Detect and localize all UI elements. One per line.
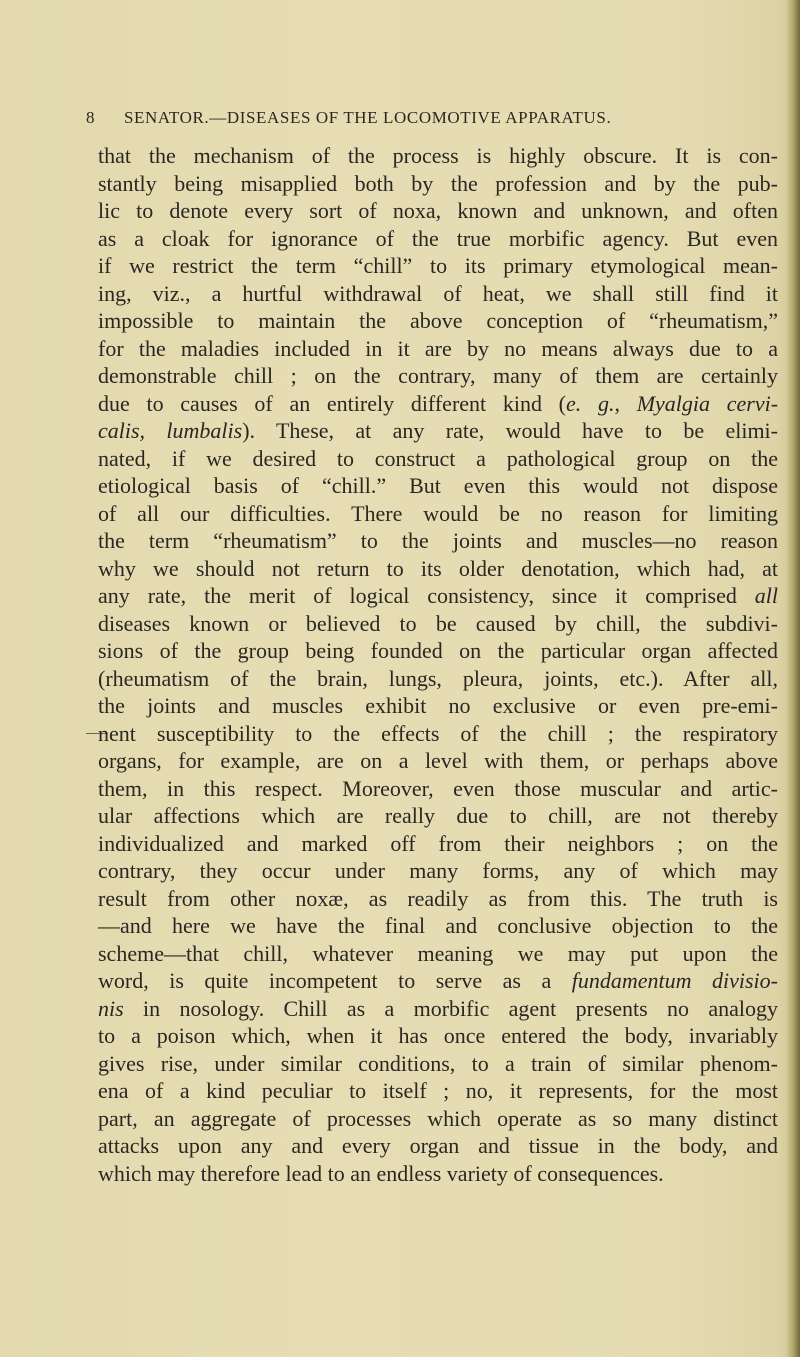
text-line: sions of the group being founded on the particular organ affected	[98, 638, 778, 663]
text-line: nated, if we desired to construct a pathological group on the	[98, 445, 778, 471]
text-line: if we restrict the term “chill” to its primary etymological mean-	[98, 253, 778, 278]
body-paragraph	[98, 142, 778, 1187]
text-line: scheme—that chill, whatever meaning we may put upon the	[98, 940, 778, 966]
text-line: result from other noxæ, as readily as from this. The truth is	[98, 885, 778, 911]
text-line: (rheumatism of the brain, lungs, pleura, joints, etc.). After all,	[98, 665, 778, 691]
text-line: the term “rheumatism” to the joints and muscles—no reason	[98, 528, 778, 553]
text-line: nis in nosology. Chill as a morbific agent presents no analogy	[98, 995, 778, 1021]
running-head	[86, 108, 776, 128]
text-line: for the maladies included in it are by no means always due to a	[98, 335, 778, 361]
text-line: diseases known or believed to be caused by chill, the subdivi-	[98, 610, 778, 636]
text-segment: ,	[614, 390, 637, 416]
text-line	[98, 390, 778, 418]
italic-fundamentum: fundamentum divisio-	[571, 968, 778, 993]
text-line: any rate, the merit of logical consistency, since it comprised all	[98, 583, 778, 608]
text-line: demonstrable chill ; on the contrary, many of them are certainly	[98, 363, 778, 388]
text-line: lic to denote every sort of noxa, known and unknown, and often	[98, 198, 778, 223]
running-title: SENATOR.—DISEASES OF THE LOCOMOTIVE APPARATUS.	[124, 108, 612, 127]
text-line: the joints and muscles exhibit no exclusive or even pre-emi-	[98, 693, 778, 718]
text-line: why we should not return to its older denotation, which had, at	[98, 555, 778, 581]
text-line: part, an aggregate of processes which operate as so many distinct	[98, 1105, 778, 1131]
text-line: —and here we have the final and conclusive objection to the	[98, 913, 778, 938]
text-line: which may therefore lead to an endless variety of consequences.	[98, 1160, 664, 1186]
page-number: 8	[86, 108, 96, 127]
italic-myalgia: Myalgia cervi-	[636, 390, 779, 416]
italic-eg: e. g.	[566, 390, 615, 416]
text-line: attacks upon any and every organ and tissue in the body, and	[98, 1133, 778, 1158]
text-line: ular affections which are really due to chill, are not thereby	[98, 803, 778, 828]
text-line: impossible to maintain the above conception of “rheumatism,”	[98, 308, 778, 333]
text-line: gives rise, under similar conditions, to a train of similar phenom-	[98, 1050, 778, 1076]
text-line: ena of a kind peculiar to itself ; no, it represents, for the most	[98, 1078, 778, 1103]
text-line: as a cloak for ignorance of the true morbific agency. But even	[98, 225, 778, 251]
text-line: contrary, they occur under many forms, any of which may	[98, 858, 778, 883]
text-line: organs, for example, are on a level with them, or perhaps above	[98, 748, 778, 773]
page-spine-shadow	[786, 0, 800, 1357]
text-segment: due to causes of an entirely different kind (	[98, 390, 566, 416]
text-line	[98, 967, 778, 995]
text-line: ing, viz., a hurtful withdrawal of heat, we shall still find it	[98, 280, 778, 306]
text-line: of all our difficulties. There would be no reason for limiting	[98, 500, 778, 526]
text-line: etiological basis of “chill.” But even this would not dispose	[98, 473, 778, 498]
text-line: to a poison which, when it has once entered the body, invariably	[98, 1023, 778, 1048]
text-line: that the mechanism of the process is highly obscure. It is con-	[98, 143, 778, 168]
text-segment: word, is quite incompetent to serve as a	[98, 968, 572, 993]
text-line: them, in this respect. Moreover, even those muscular and artic-	[98, 775, 778, 801]
text-line: nent susceptibility to the effects of the chill ; the respiratory	[98, 720, 778, 746]
text-line: individualized and marked off from their neighbors ; on the	[98, 830, 778, 856]
text-line: stantly being misapplied both by the profession and by the pub-	[98, 170, 778, 196]
text-line: calis, lumbalis). These, at any rate, would have to be elimi-	[98, 418, 778, 443]
